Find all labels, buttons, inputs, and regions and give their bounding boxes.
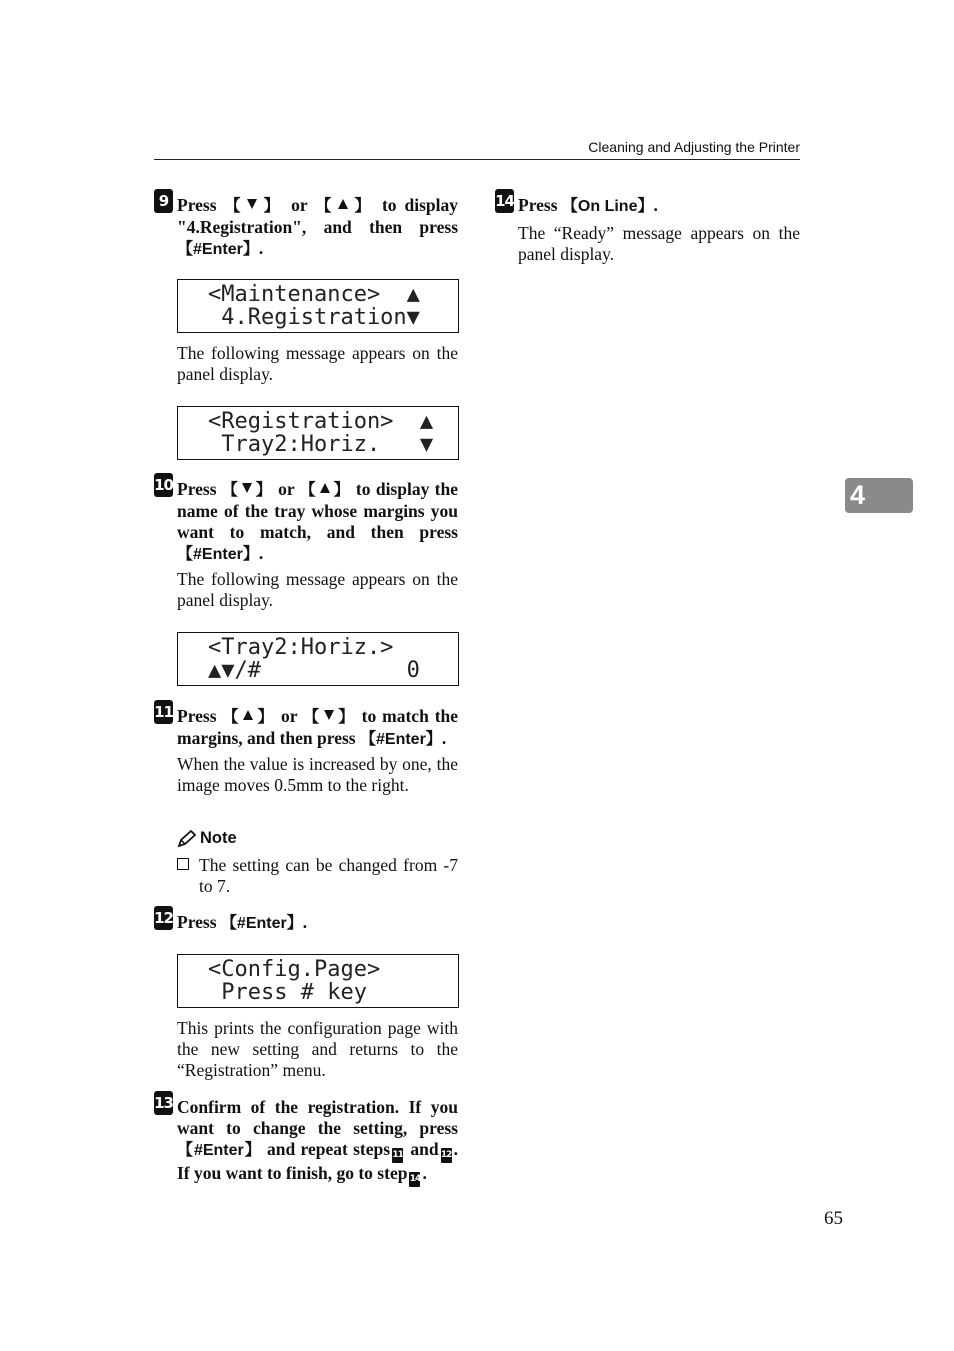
step-9-number: 9	[154, 189, 173, 213]
note-heading	[177, 829, 237, 848]
step-10-number: 10	[154, 473, 173, 497]
step-14-number: 14	[495, 189, 514, 213]
lcd-line-1: <Maintenance> ▲	[208, 282, 420, 307]
up-arrow-icon	[338, 199, 348, 209]
step-10-instruction: Press 【 】 or 【 】 to display the name of the tray whose margins you want to match, and then press 【#Enter】.	[177, 479, 459, 563]
note-label: Note	[200, 829, 237, 847]
lcd-config-page	[177, 954, 459, 1008]
step-ref-14: 14	[409, 1172, 420, 1187]
note-text: The setting can be changed from -7 to 7.	[199, 855, 458, 896]
down-arrow-icon	[242, 483, 252, 493]
header-rule	[154, 159, 800, 160]
step-11-number: 11	[154, 700, 173, 724]
running-header: Cleaning and Adjusting the Printer	[588, 139, 800, 155]
step-10-result: The following message appears on the panel display.	[177, 569, 458, 610]
lcd-line-2: Press # key	[208, 980, 367, 1005]
enter-key: 【#Enter】	[177, 1142, 262, 1159]
pencil-note-icon	[177, 830, 197, 848]
step-14-result: The “Ready” message appears on the panel display.	[518, 223, 800, 264]
step-9-result: The following message appears on the panel display.	[177, 343, 458, 384]
enter-key: 【#Enter】	[177, 241, 259, 258]
enter-key: 【#Enter】	[359, 731, 442, 748]
page-number: 65	[824, 1208, 843, 1229]
lcd-maintenance	[177, 279, 459, 333]
down-arrow-icon	[247, 199, 257, 209]
lcd-line-1: <Registration> ▲	[208, 409, 434, 434]
enter-key: 【#Enter】	[177, 546, 259, 563]
enter-key: 【#Enter】	[220, 915, 303, 932]
step-13-number: 13	[154, 1091, 173, 1115]
step-ref-11: 11	[392, 1148, 403, 1163]
step-13-instruction: Confirm of the registration. If you want to change the setting, press 【#Enter】 and repeat steps 11 and 12 . If you want to finish, go to step 14 .	[177, 1097, 458, 1187]
step-11-instruction: Press 【 】 or 【 】 to match the margins, and then press 【#Enter】.	[177, 706, 459, 748]
step-12-result: This prints the configuration page with the new setting and returns to the “Registration” menu.	[177, 1018, 458, 1080]
lcd-registration	[177, 406, 459, 460]
online-key: 【On Line】	[561, 198, 654, 215]
lcd-line-2: Tray2:Horiz. ▼	[208, 432, 434, 457]
step-11-result: When the value is increased by one, the image moves 0.5mm to the right.	[177, 754, 458, 795]
step-12-number: 12	[154, 906, 173, 930]
step-ref-12: 12	[441, 1148, 452, 1163]
step-14-instruction: Press 【On Line】.	[518, 195, 658, 215]
up-arrow-icon	[243, 710, 253, 720]
step-9-instruction: Press 【 】 or 【 】 to display "4.Registration", and then press 【#Enter】.	[177, 195, 459, 258]
chapter-tab: 4	[845, 478, 913, 513]
lcd-tray2-horiz	[177, 632, 459, 686]
lcd-line-2: ▲▼/# 0	[208, 658, 420, 683]
lcd-line-1: <Config.Page>	[208, 957, 381, 982]
lcd-line-1: <Tray2:Horiz.>	[208, 635, 394, 660]
lcd-line-2: 4.Registration▼	[208, 305, 420, 330]
note-item	[177, 855, 458, 897]
step-12-instruction: Press 【#Enter】.	[177, 912, 308, 932]
up-arrow-icon	[320, 483, 330, 493]
checkbox-bullet-icon	[177, 858, 189, 870]
down-arrow-icon	[324, 710, 334, 720]
